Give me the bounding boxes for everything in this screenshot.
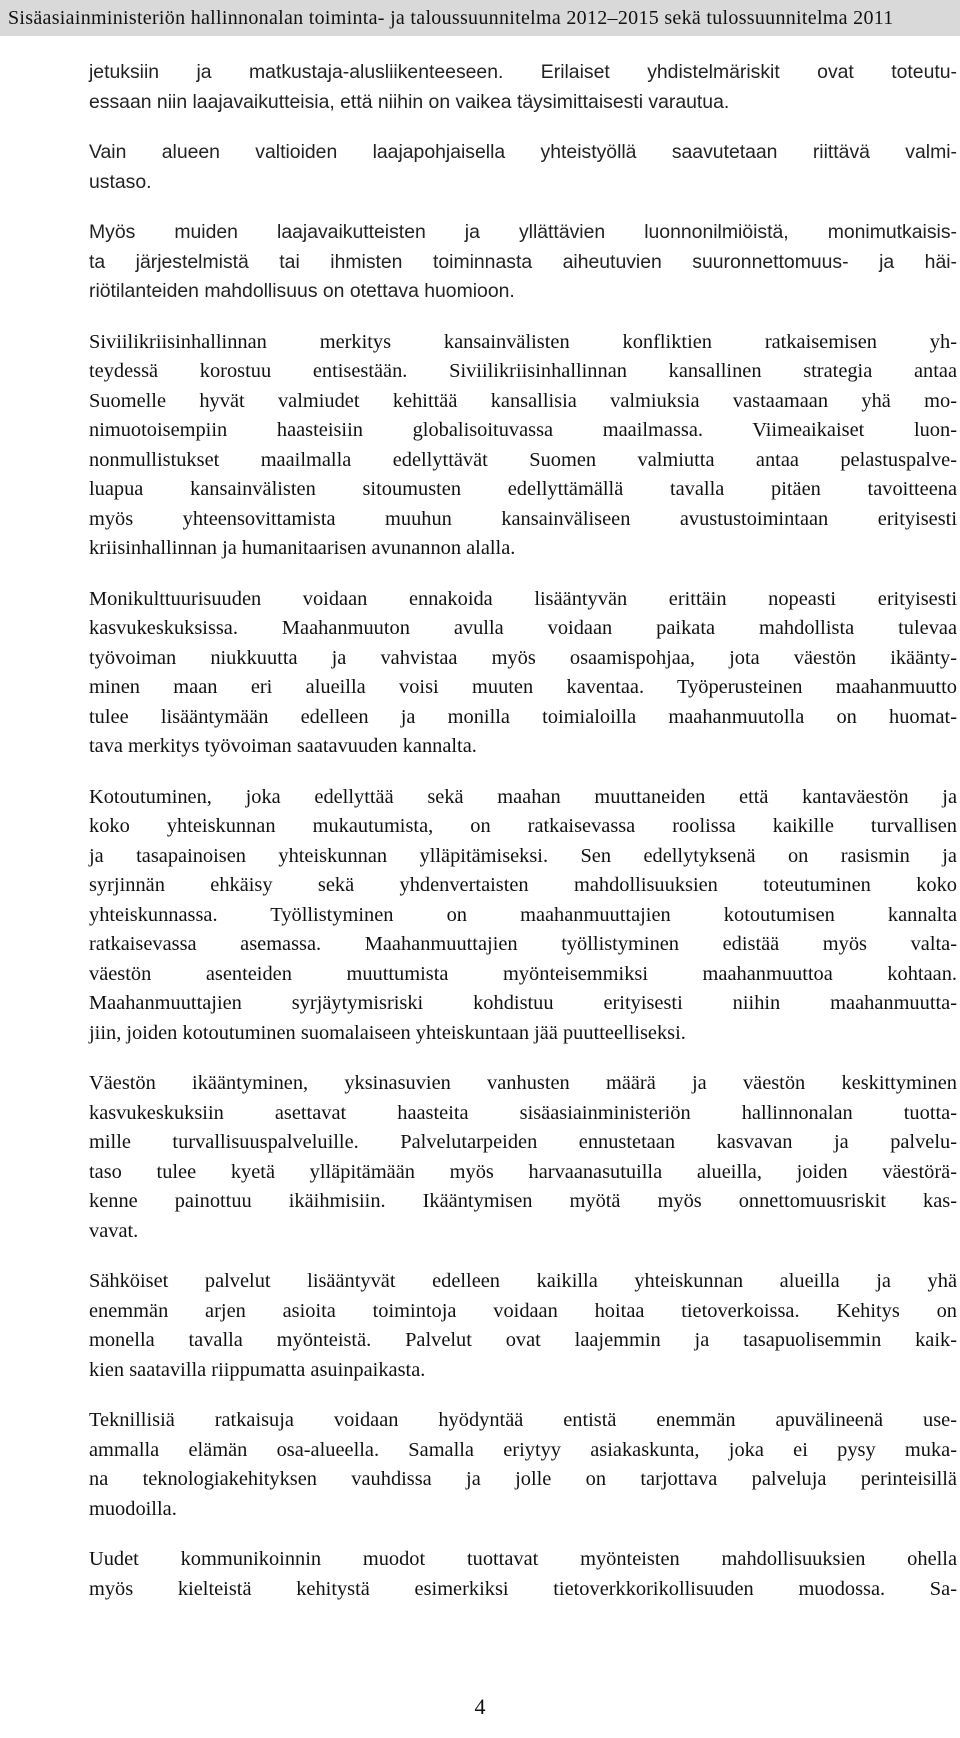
text-line: kasvukeskuksissa. Maahanmuuton avulla voidaan paikata mahdollista tulevaa	[89, 617, 957, 639]
text-line: ta järjestelmistä tai ihmisten toiminnasta aiheutuvien suuronnettomuus- ja häi-	[89, 250, 957, 273]
text-line: Suomelle hyvät valmiudet kehittää kansallisia valmiuksia vastaamaan yhä mo-	[89, 389, 957, 412]
text-line: jiin, joiden kotoutuminen suomalaiseen yhteiskuntaan jää puutteelliseksi.	[89, 1021, 686, 1044]
text-line: Maahanmuuttajien syrjäytymisriski kohdistuu erityisesti niihin maahanmuutta-	[89, 992, 957, 1014]
text-line: Uudet kommunikoinnin muodot tuottavat myönteisten mahdollisuuksien ohella	[89, 1548, 957, 1570]
text-line: ratkaisevassa asemassa. Maahanmuuttajien työllistyminen edistää myös valta-	[89, 933, 957, 955]
text-line: kriisinhallinnan ja humanitaarisen avunannon alalla.	[89, 537, 516, 559]
text-line: tava merkitys työvoiman saatavuuden kannalta.	[89, 735, 477, 757]
paragraph	[89, 1406, 957, 1524]
text-line: muodoilla.	[89, 1497, 177, 1520]
text-line: Monikulttuurisuuden voidaan ennakoida lisääntyvän erittäin nopeasti erityisesti	[89, 587, 957, 610]
paragraph	[89, 783, 957, 1049]
text-line: kenne painottuu ikäihmisiin. Ikääntymisen myötä myös onnettomuusriskit kas-	[89, 1190, 957, 1212]
text-line: luapua kansainvälisten sitoumusten edellyttämällä tavalla pitäen tavoitteena	[89, 478, 957, 500]
text-line: minen maan eri alueilla voisi muuten kaventaa. Työperusteinen maahanmuutto	[89, 676, 957, 698]
text-line: ustaso.	[89, 170, 152, 193]
text-line: riötilanteiden mahdollisuus on otettava huomioon.	[89, 280, 515, 302]
text-line: teydessä korostuu entisestään. Siviilikriisinhallinnan kansallinen strategia antaa	[89, 360, 957, 382]
text-line: vavat.	[89, 1219, 139, 1242]
text-line: essaan niin laajavaikutteisia, että niihin on vaikea täysimittaisesti varautua.	[89, 90, 730, 113]
text-line: nimuotoisempiin haasteisiin globalisoituvassa maailmassa. Viimeaikaiset luon-	[89, 419, 957, 441]
text-line: Väestön ikääntyminen, yksinasuvien vanhusten määrä ja väestön keskittyminen	[89, 1072, 957, 1094]
paragraph	[89, 585, 957, 762]
text-line: Sähköiset palvelut lisääntyvät edelleen kaikilla yhteiskunnan alueilla ja yhä	[89, 1270, 957, 1292]
text-line: työvoiman niukkuutta ja vahvistaa myös osaamispohjaa, jota väestön ikäänty-	[89, 646, 957, 669]
text-line: Myös muiden laajavaikutteisten ja yllättävien luonnonilmiöistä, monimutkaisis-	[89, 221, 957, 243]
text-line: myös yhteensovittamista muuhun kansainväliseen avustustoimintaan erityisesti	[89, 507, 957, 530]
text-line: kien saatavilla riippumatta asuinpaikasta.	[89, 1358, 426, 1381]
paragraph	[89, 218, 957, 307]
text-line: ammalla elämän osa-alueella. Samalla eriytyy asiakaskunta, joka ei pysy muka-	[89, 1438, 957, 1461]
running-header-title: Sisäasiainministeriön hallinnonalan toiminta- ja taloussuunnitelma 2012–2015 sekä tulossuunnitelma 2011	[8, 7, 894, 29]
text-line: na teknologiakehityksen vauhdissa ja jolle on tarjottava palveluja perinteisillä	[89, 1468, 957, 1490]
text-line: ja tasapainoisen yhteiskunnan ylläpitämiseksi. Sen edellytyksenä on rasismin ja	[89, 844, 957, 867]
paragraph	[89, 58, 957, 117]
text-line: koko yhteiskunnan mukautumista, on ratkaisevassa roolissa kaikille turvallisen	[89, 815, 957, 837]
text-line: monella tavalla myönteistä. Palvelut ovat laajemmin ja tasapuolisemmin kaik-	[89, 1329, 957, 1351]
text-line: väestön asenteiden muuttumista myönteisemmiksi maahanmuuttoa kohtaan.	[89, 962, 957, 985]
page-number: 4	[474, 1694, 486, 1719]
text-line: Siviilikriisinhallinnan merkitys kansainvälisten konfliktien ratkaisemisen yh-	[89, 330, 957, 353]
text-line: yhteiskunnassa. Työllistyminen on maahanmuuttajien kotoutumisen kannalta	[89, 903, 957, 926]
paragraph	[89, 1069, 957, 1246]
text-line: enemmän arjen asioita toimintoja voidaan hoitaa tietoverkoissa. Kehitys on	[89, 1299, 957, 1322]
paragraph	[89, 1267, 957, 1385]
paragraph	[89, 1545, 957, 1604]
text-line: syrjinnän ehkäisy sekä yhdenvertaisten mahdollisuuksien toteutuminen koko	[89, 874, 957, 896]
text-line: Vain alueen valtioiden laajapohjaisella yhteistyöllä saavutetaan riittävä valmi-	[89, 141, 957, 163]
document-body	[89, 58, 957, 1625]
text-line: nonmullistukset maailmalla edellyttävät Suomen valmiutta antaa pelastuspalve-	[89, 448, 957, 471]
text-line: tulee lisääntymään edelleen ja monilla toimialoilla maahanmuutolla on huomat-	[89, 705, 957, 728]
paragraph	[89, 328, 957, 564]
text-line: jetuksiin ja matkustaja-alusliikenteeseen. Erilaiset yhdistelmäriskit ovat toteutu-	[89, 61, 957, 83]
running-header	[0, 0, 960, 36]
text-line: Teknillisiä ratkaisuja voidaan hyödyntää entistä enemmän apuvälineenä use-	[89, 1409, 957, 1431]
text-line: kasvukeskuksiin asettavat haasteita sisäasiainministeriön hallinnonalan tuotta-	[89, 1101, 957, 1124]
text-line: Kotoutuminen, joka edellyttää sekä maahan muuttaneiden että kantaväestön ja	[89, 785, 957, 808]
text-line: taso tulee kyetä ylläpitämään myös harvaanasutuilla alueilla, joiden väestörä-	[89, 1160, 957, 1183]
text-line: myös kielteistä kehitystä esimerkiksi tietoverkkorikollisuuden muodossa. Sa-	[89, 1577, 957, 1600]
text-line: mille turvallisuuspalveluille. Palvelutarpeiden ennustetaan kasvavan ja palvelu-	[89, 1131, 957, 1153]
paragraph	[89, 138, 957, 197]
